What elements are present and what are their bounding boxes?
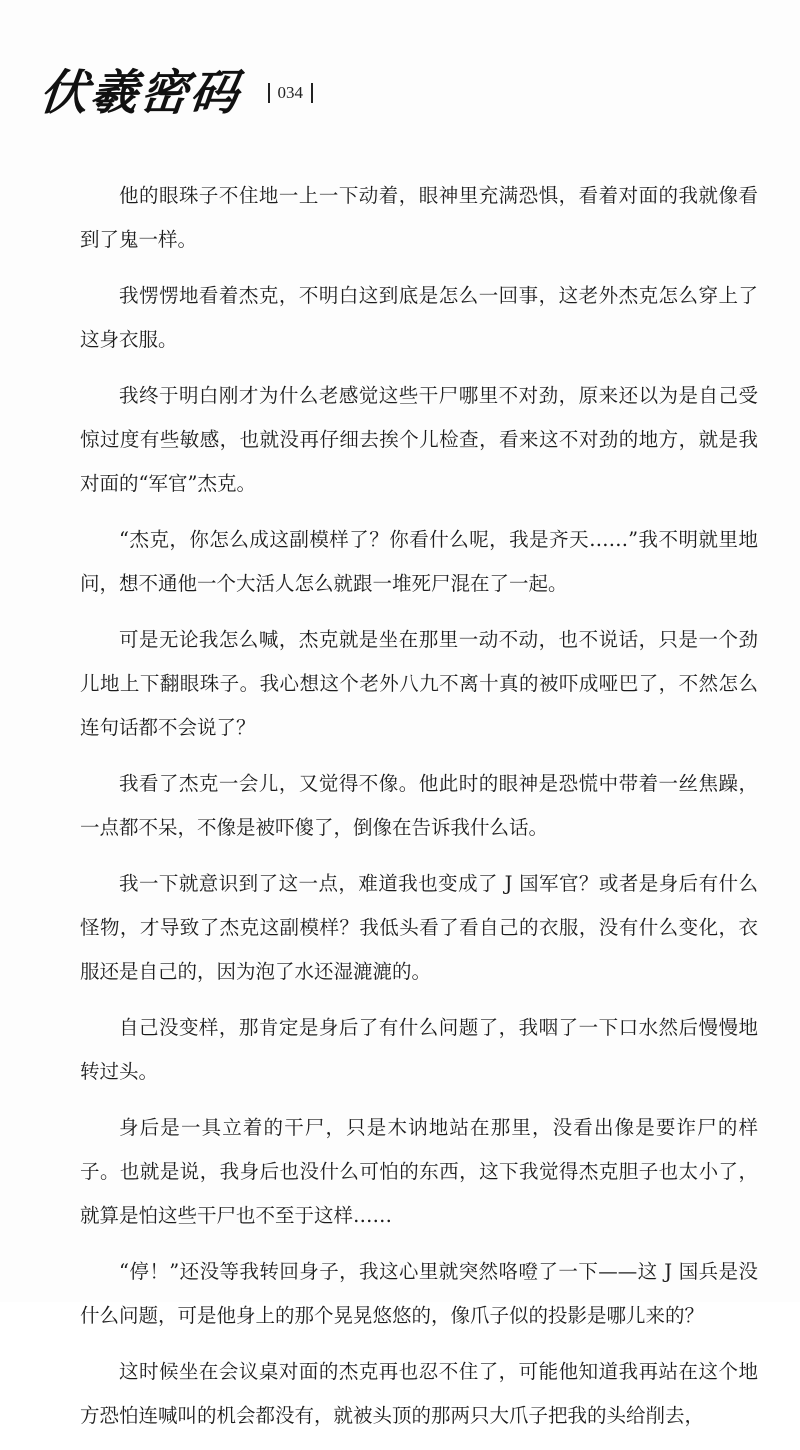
page-number: 034	[277, 83, 304, 102]
paragraph: 我看了杰克一会儿，又觉得不像。他此时的眼神是恐慌中带着一丝焦躁，一点都不呆，不像是被吓傻了，倒像在告诉我什么话。	[80, 772, 758, 839]
paragraph: 可是无论我怎么喊，杰克就是坐在那里一动不动，也不说话，只是一个劲儿地上下翻眼珠子。我心想这个老外八九不离十真的被吓成哑巴了，不然怎么连句话都不会说了？	[80, 628, 758, 739]
paragraph: 自己没变样，那肯定是身后了有什么问题了，我咽了一下口水然后慢慢地转过头。	[80, 1016, 758, 1083]
paragraph: 他的眼珠子不住地一上一下动着，眼神里充满恐惧，看着对面的我就像看到了鬼一样。	[80, 184, 758, 251]
paragraph: “杰克，你怎么成这副模样了？你看什么呢，我是齐天……”我不明就里地问，想不通他一个大活人怎么就跟一堆死尸混在了一起。	[80, 528, 758, 595]
paragraph: 这时候坐在会议桌对面的杰克再也忍不住了，可能他知道我再站在这个地方恐怕连喊叫的机会都没有，就被头顶的那两只大爪子把我的头给削去，	[80, 1360, 758, 1427]
book-title: 伏羲密码	[37, 65, 243, 121]
page-number-block	[260, 83, 321, 103]
paragraph: 我终于明白刚才为什么老感觉这些干尸哪里不对劲，原来还以为是自己受惊过度有些敏感，也就没再仔细去挨个儿检查，看来这不对劲的地方，就是我对面的“军官”杰克。	[80, 384, 758, 495]
page-header	[37, 58, 321, 128]
paragraph: 身后是一具立着的干尸，只是木讷地站在那里，没看出像是要诈尸的样子。也就是说，我身后也没什么可怕的东西，这下我觉得杰克胆子也太小了，就算是怕这些干尸也不至于这样……	[80, 1116, 758, 1227]
body-text	[80, 174, 758, 1450]
paragraph: 我一下就意识到了这一点，难道我也变成了 J 国军官？或者是身后有什么怪物，才导致了杰克这副模样？我低头看了看自己的衣服，没有什么变化，衣服还是自己的，因为泡了水还湿漉漉的。	[80, 872, 758, 983]
paragraph: “停！”还没等我转回身子，我这心里就突然咯噔了一下——这 J 国兵是没什么问题，可是他身上的那个晃晃悠悠的，像爪子似的投影是哪儿来的？	[80, 1260, 758, 1327]
page-number-right-bar	[311, 83, 313, 103]
page-number-left-bar	[268, 83, 270, 103]
paragraph: 我愣愣地看着杰克，不明白这到底是怎么一回事，这老外杰克怎么穿上了这身衣服。	[80, 284, 758, 351]
